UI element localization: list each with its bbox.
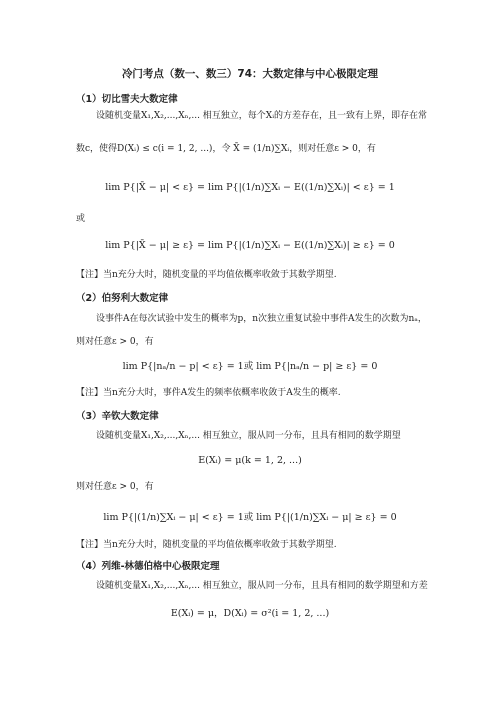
chebyshev-paragraph-2: 数c，使得D(Xᵢ) ≤ c(i = 1, 2, ...)，令 X̄ = (1/n)∑Xᵢ，则对任意ε > 0，有 (76, 144, 376, 154)
chebyshev-paragraph-1: 设随机变量X₁,X₂,...,Xₙ,... 相互独立，每个Xᵢ的方差存在，且一致有上界，即存在常 (96, 111, 428, 121)
chebyshev-note: 【注】当n充分大时，随机变量的平均值依概率收敛于其数学期望. (76, 270, 337, 280)
khinchin-note: 【注】当n充分大时，随机变量的平均值依概率收敛于其数学期望. (76, 540, 337, 550)
page-title: 冷门考点（数一、数三）74：大数定律与中心极限定理 (121, 68, 379, 80)
khinchin-equation: lim P{|(1/n)∑Xᵢ − μ| < ε} = 1或 lim P{|(1/n)∑Xᵢ − μ| ≥ ε} = 0 (103, 512, 397, 523)
khinchin-expectation-equation: E(Xᵢ) = μ(k = 1, 2, ...) (198, 455, 302, 466)
bernoulli-paragraph-1: 设事件A在每次试验中发生的概率为p，n次独立重复试验中事件A发生的次数为nₐ， (96, 314, 427, 324)
chebyshev-equation-2: lim P{|X̄ − μ| ≥ ε} = lim P{|(1/n)∑Xᵢ − E((1/n)∑Xᵢ)| ≥ ε} = 0 (105, 240, 395, 251)
chebyshev-equation-1: lim P{|X̄ − μ| < ε} = lim P{|(1/n)∑Xᵢ − E((1/n)∑Xᵢ)| < ε} = 1 (105, 182, 395, 193)
bernoulli-equation: lim P{|nₐ/n − p| < ε} = 1或 lim P{|nₐ/n − p| ≥ ε} = 0 (122, 361, 378, 372)
khinchin-paragraph-1: 设随机变量X₁,X₂,...,Xₙ,... 相互独立，服从同一分布，且具有相同的数学期望 (96, 431, 401, 441)
or-text: 或 (76, 214, 86, 224)
section-heading-levy-lindeberg: （4）列维-林德伯格中心极限定理 (76, 561, 220, 572)
bernoulli-note: 【注】当n充分大时，事件A发生的频率依概率收敛于A发生的概率. (76, 388, 341, 398)
bernoulli-paragraph-2: 则对任意ε > 0，有 (76, 337, 154, 347)
levy-paragraph-1: 设随机变量X₁,X₂,...,Xₙ,... 相互独立，服从同一分布，且具有相同的数学期望和方差 (96, 581, 428, 591)
levy-equation: E(Xᵢ) = μ，D(Xᵢ) = σ²(i = 1, 2, ...) (170, 608, 330, 619)
section-heading-khinchin: （3）辛钦大数定律 (76, 411, 159, 422)
section-heading-bernoulli: （2）伯努利大数定律 (76, 293, 169, 304)
section-heading-chebyshev: （1）切比雪夫大数定律 (76, 94, 178, 105)
khinchin-paragraph-2: 则对任意ε > 0，有 (76, 482, 154, 492)
